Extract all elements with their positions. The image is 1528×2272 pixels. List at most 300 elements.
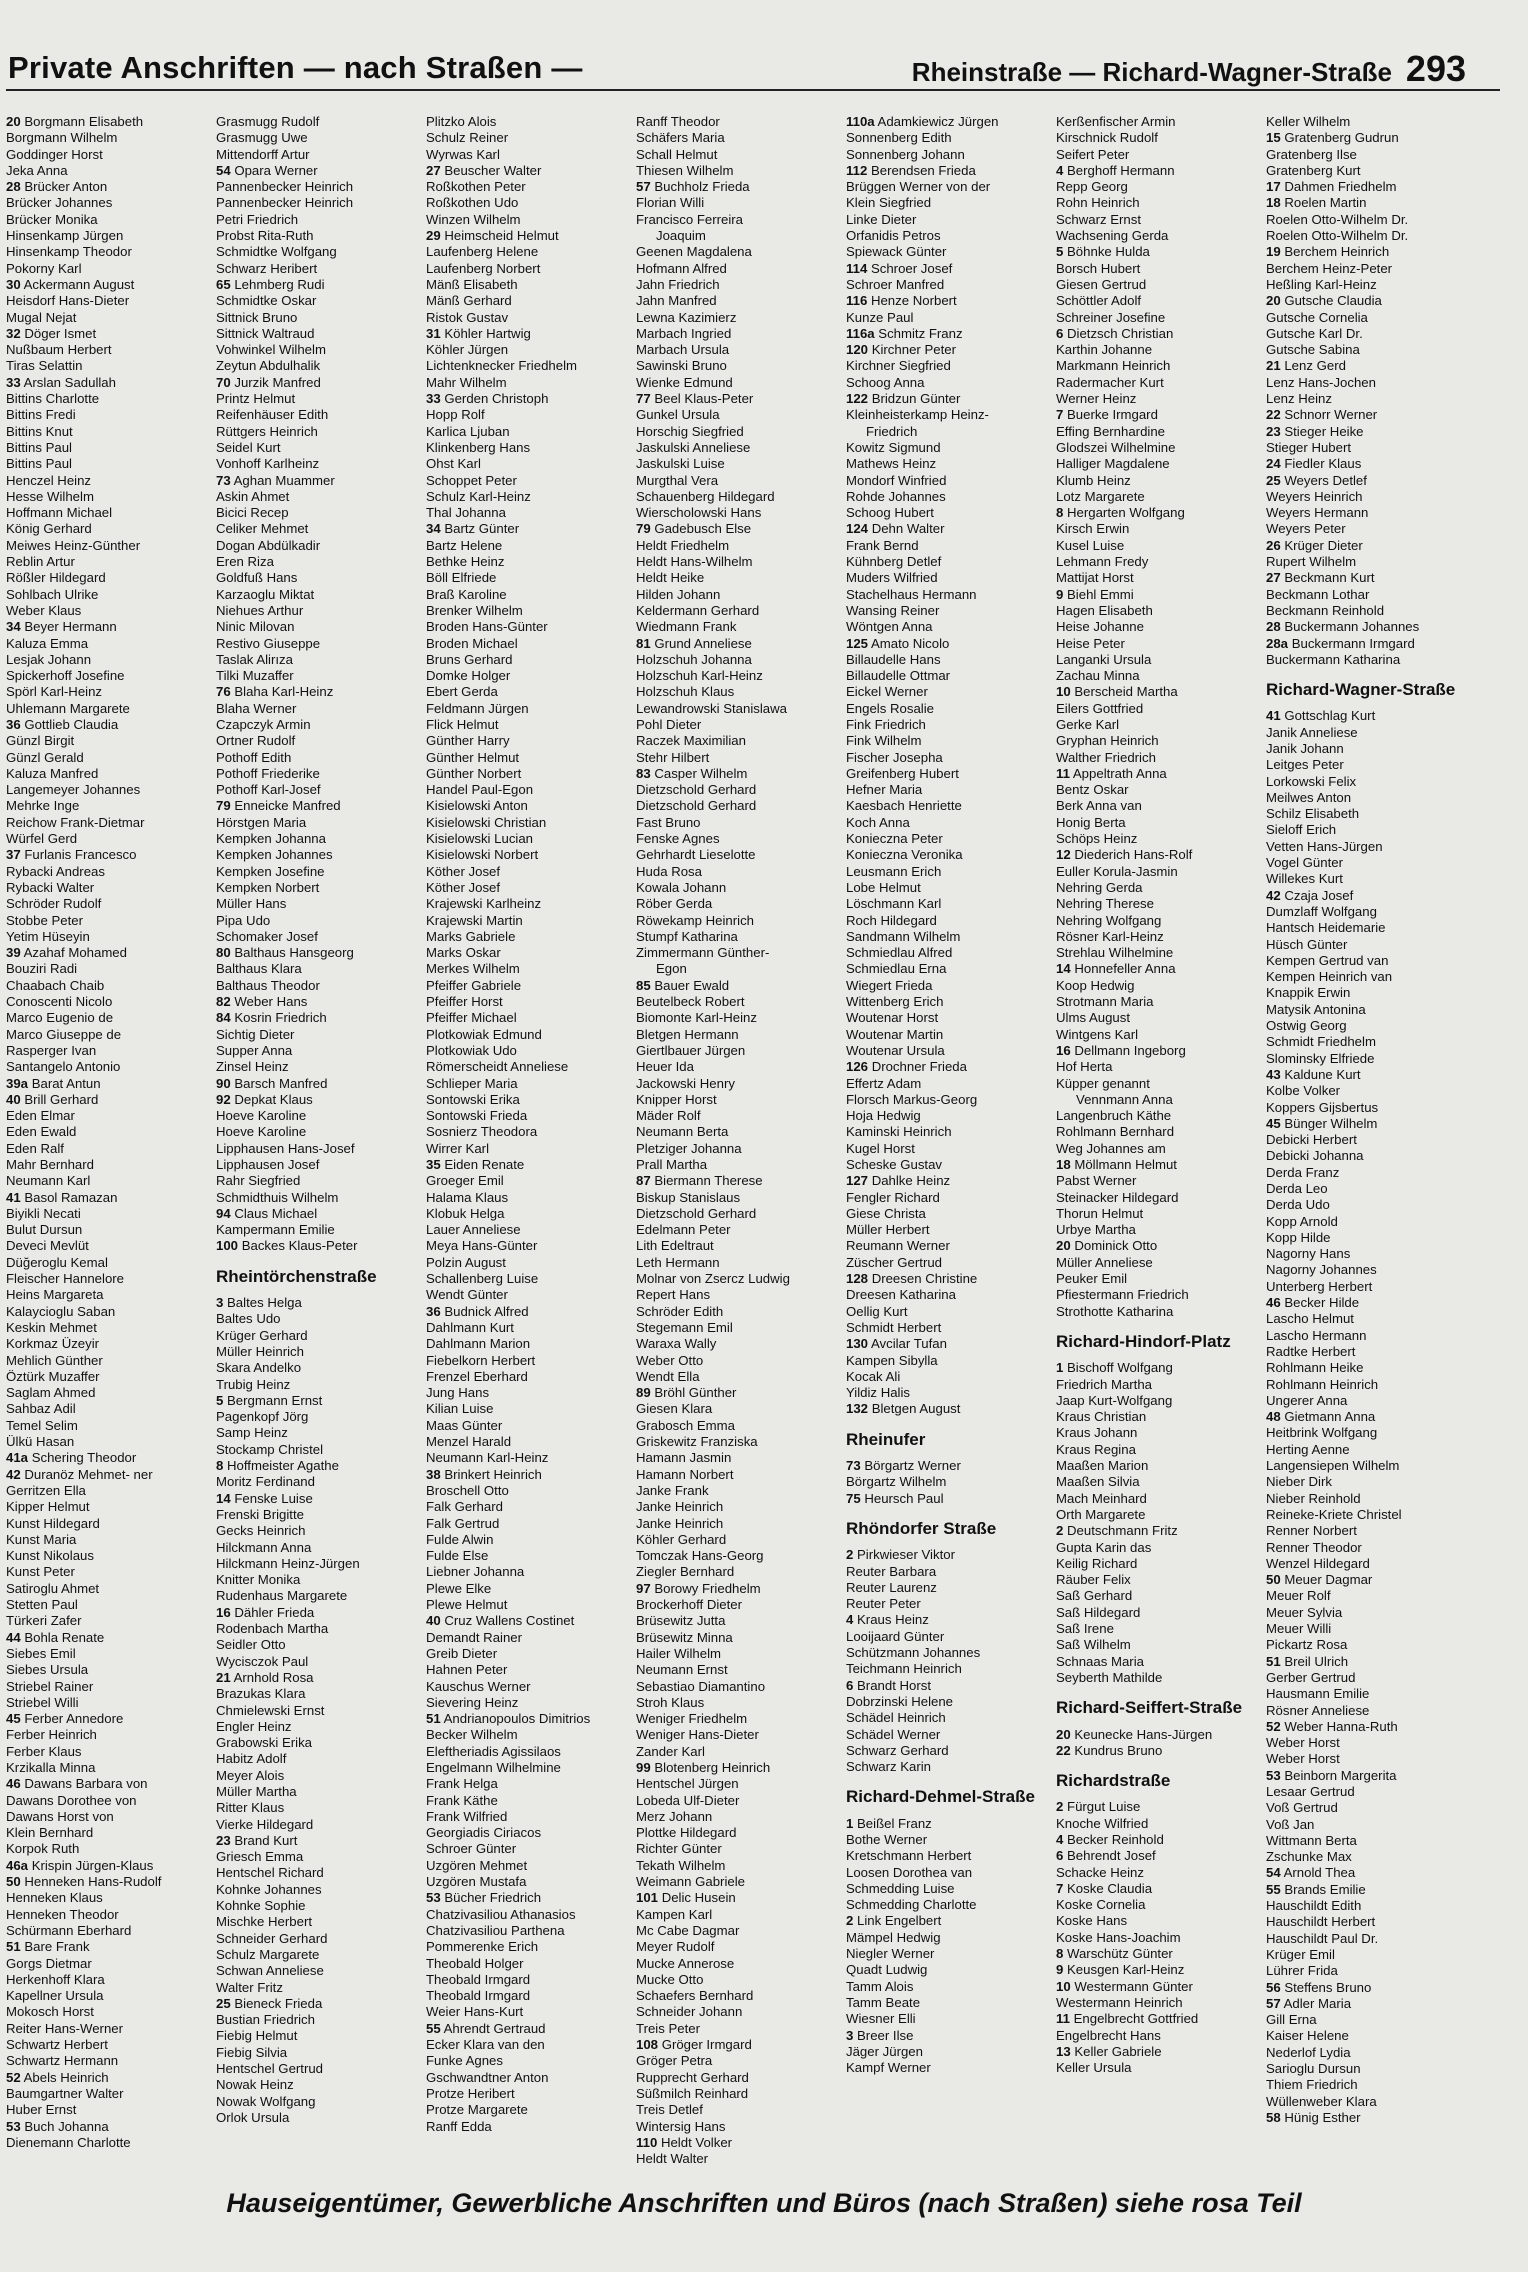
listing-entry xyxy=(636,750,842,766)
listing-entry xyxy=(216,1865,422,1881)
house-number: 52 xyxy=(1266,1718,1281,1734)
listing-entry xyxy=(216,1222,422,1238)
resident-name: Schädel Heinrich xyxy=(846,1710,946,1726)
house-number: 41a xyxy=(6,1450,29,1466)
listing-entry xyxy=(846,1222,1052,1238)
resident-name: Schaefers Bernhard xyxy=(636,1988,754,2004)
listing-entry xyxy=(1266,489,1472,505)
listing-entry xyxy=(6,1858,212,1874)
resident-name: Bröhl Günther xyxy=(654,1385,737,1401)
resident-name: Engelbrecht Hans xyxy=(1056,2027,1161,2043)
house-number: 2 xyxy=(1056,1523,1064,1539)
listing-entry xyxy=(1266,1197,1472,1213)
house-number: 44 xyxy=(6,1629,21,1645)
house-number: 5 xyxy=(1056,244,1064,260)
resident-name: Aghan Muammer xyxy=(233,472,335,488)
listing-entry xyxy=(6,456,212,472)
resident-name: Heuer Ida xyxy=(636,1059,694,1075)
resident-name: Heßling Karl-Heinz xyxy=(1266,276,1377,292)
listing-entry xyxy=(1056,212,1262,228)
house-number: 57 xyxy=(636,179,651,195)
resident-name: Joaquim xyxy=(656,228,706,244)
resident-name: Skara Andelko xyxy=(216,1360,302,1376)
listing-entry xyxy=(846,782,1052,798)
resident-name: Saglam Ahmed xyxy=(6,1385,96,1401)
listing-entry xyxy=(216,1817,422,1833)
listing-entry xyxy=(426,2037,632,2053)
house-number: 73 xyxy=(846,1458,861,1474)
resident-name: Heitbrink Wolfgang xyxy=(1266,1425,1378,1441)
listing-entry xyxy=(216,1947,422,1963)
resident-name: Gerritzen Ella xyxy=(6,1482,86,1498)
resident-name: Gecks Heinrich xyxy=(216,1523,306,1539)
resident-name: Berchem Heinz-Peter xyxy=(1266,260,1393,276)
house-number: 89 xyxy=(636,1385,651,1401)
resident-name: Uhlemann Margarete xyxy=(6,700,130,716)
resident-name: Brüggen Werner von der xyxy=(846,179,991,195)
resident-name: Falk Gerhard xyxy=(426,1499,503,1515)
house-number: 25 xyxy=(216,1995,231,2011)
listing-entry xyxy=(846,1141,1052,1157)
listing-entry xyxy=(216,1157,422,1173)
listing-entry xyxy=(216,358,422,374)
resident-name: Klein Bernhard xyxy=(6,1825,94,1841)
listing-entry xyxy=(1266,587,1472,603)
resident-name: Schöps Heinz xyxy=(1056,831,1138,847)
resident-name: Arnold Thea xyxy=(1283,1865,1356,1881)
listing-entry xyxy=(846,880,1052,896)
listing-entry xyxy=(1266,1914,1472,1930)
resident-name: Balthaus Klara xyxy=(216,961,302,977)
listing-entry xyxy=(1056,1442,1262,1458)
resident-name: Schäfers Maria xyxy=(636,130,725,146)
listing-entry xyxy=(216,326,422,342)
resident-name: Hamann Jasmin xyxy=(636,1450,732,1466)
resident-name: Weber Otto xyxy=(636,1352,704,1368)
resident-name: Kisielowski Anton xyxy=(426,798,528,814)
listing-entry xyxy=(636,1141,842,1157)
listing-entry xyxy=(426,1841,632,1857)
listing-entry xyxy=(1056,831,1262,847)
resident-name: Holzschuh Klaus xyxy=(636,684,735,700)
listing-entry xyxy=(846,1848,1052,1864)
resident-name: Karlica Ljuban xyxy=(426,423,510,439)
listing-entry xyxy=(216,913,422,929)
resident-name: Krajewski Karlheinz xyxy=(426,896,542,912)
listing-entry xyxy=(6,570,212,586)
house-number: 22 xyxy=(1266,407,1281,423)
listing-entry xyxy=(426,1890,632,1906)
resident-name: Sonnenberg Johann xyxy=(846,146,965,162)
listing-entry xyxy=(1056,1816,1262,1832)
resident-name: Janke Heinrich xyxy=(636,1499,724,1515)
listing-entry xyxy=(426,212,632,228)
resident-name: Brill Gerhard xyxy=(24,1091,99,1107)
resident-name: Sittnick Bruno xyxy=(216,309,298,325)
resident-name: Rohde Johannes xyxy=(846,488,946,504)
house-number: 45 xyxy=(1266,1115,1281,1131)
resident-name: Theobald Irmgard xyxy=(426,1988,531,2004)
resident-name: Weniger Friedhelm xyxy=(636,1711,748,1727)
listing-entry xyxy=(216,961,422,977)
resident-name: Hausmann Emilie xyxy=(1266,1686,1370,1702)
listing-entry xyxy=(1266,1637,1472,1653)
resident-name: Stieger Hubert xyxy=(1266,439,1352,455)
resident-name: Maaßen Marion xyxy=(1056,1458,1149,1474)
resident-name: Basol Ramazan xyxy=(24,1189,118,1205)
listing-entry xyxy=(1056,913,1262,929)
resident-name: Frank Helga xyxy=(426,1776,498,1792)
listing-entry xyxy=(426,782,632,798)
resident-name: Murgthal Vera xyxy=(636,472,719,488)
listing-entry xyxy=(6,896,212,912)
resident-name: Lührer Frida xyxy=(1266,1963,1338,1979)
listing-entry xyxy=(1266,391,1472,407)
resident-name: Berghoff Hermann xyxy=(1067,162,1175,178)
resident-name: Greifenberg Hubert xyxy=(846,765,959,781)
listing-entry xyxy=(6,864,212,880)
listing-entry xyxy=(1266,1735,1472,1751)
listing-entry xyxy=(6,538,212,554)
listing-entry xyxy=(1266,1051,1472,1067)
listing-entry xyxy=(6,1369,212,1385)
house-number: 92 xyxy=(216,1091,231,1107)
listing-entry xyxy=(1266,293,1472,309)
resident-name: Wintgens Karl xyxy=(1056,1026,1139,1042)
listing-entry xyxy=(1266,985,1472,1001)
listing-entry xyxy=(1056,554,1262,570)
listing-entry xyxy=(1056,424,1262,440)
listing-entry xyxy=(636,1450,842,1466)
resident-name: Sievering Heinz xyxy=(426,1694,519,1710)
listing-entry xyxy=(636,1108,842,1124)
resident-name: Heise Peter xyxy=(1056,635,1125,651)
listing-entry xyxy=(1266,1214,1472,1230)
house-number: 79 xyxy=(216,798,231,814)
listing-entry xyxy=(426,701,632,717)
resident-name: Berendsen Frieda xyxy=(870,162,976,178)
resident-name: Zeytun Abdulhalik xyxy=(216,358,321,374)
resident-name: Spörl Karl-Heinz xyxy=(6,684,103,700)
resident-name: Pirkwieser Viktor xyxy=(857,1547,955,1563)
listing-entry xyxy=(846,847,1052,863)
resident-name: Eden Elmar xyxy=(6,1108,75,1124)
resident-name: Frenski Brigitte xyxy=(216,1506,304,1522)
listing-entry xyxy=(1266,1230,1472,1246)
resident-name: Stetten Paul xyxy=(6,1597,78,1613)
listing-entry xyxy=(6,261,212,277)
resident-name: Dreesen Christine xyxy=(871,1271,978,1287)
resident-name: Kaesbach Henriette xyxy=(846,798,962,814)
page-title: Private Anschriften — nach Straßen — xyxy=(8,50,583,85)
house-number: 15 xyxy=(1266,130,1281,146)
listing-entry xyxy=(216,587,422,603)
resident-name: Eren Riza xyxy=(216,554,274,570)
house-number: 128 xyxy=(846,1271,869,1287)
house-number: 26 xyxy=(1266,537,1281,553)
listing-entry xyxy=(1266,1425,1472,1441)
listing-entry xyxy=(216,1849,422,1865)
resident-name: Lascho Hermann xyxy=(1266,1327,1367,1343)
listing-entry xyxy=(216,1010,422,1026)
resident-name: Brücker Johannes xyxy=(6,195,113,211)
resident-name: Meuer Dagmar xyxy=(1284,1572,1373,1588)
resident-name: Brands Emilie xyxy=(1284,1881,1366,1897)
resident-name: Müller Heinrich xyxy=(216,1343,304,1359)
resident-name: Kempen Gertrud van xyxy=(1266,952,1389,968)
resident-name: Kisielowski Lucian xyxy=(426,831,534,847)
resident-name: Mucke Otto xyxy=(636,1971,704,1987)
listing-entry xyxy=(1266,261,1472,277)
resident-name: Hefner Maria xyxy=(846,782,923,798)
resident-name: Plewe Helmut xyxy=(426,1597,508,1613)
listing-entry xyxy=(1266,1181,1472,1197)
listing-entry xyxy=(6,994,212,1010)
resident-name: Kunst Hildegard xyxy=(6,1515,100,1531)
listing-entry xyxy=(6,2102,212,2118)
listing-entry xyxy=(846,456,1052,472)
resident-name: Heldt Friedhelm xyxy=(636,537,730,553)
resident-name: Bergmann Ernst xyxy=(227,1392,323,1408)
resident-name: Horschig Siegfried xyxy=(636,423,744,439)
listing-entry xyxy=(426,2021,632,2037)
resident-name: Bulut Dursun xyxy=(6,1222,83,1238)
resident-name: Bridzun Günter xyxy=(871,391,961,407)
listing-entry xyxy=(846,945,1052,961)
listing-entry xyxy=(1266,822,1472,838)
listing-entry xyxy=(216,1621,422,1637)
listing-columns xyxy=(6,114,1498,2167)
resident-name: Weier Hans-Kurt xyxy=(426,2004,524,2020)
listing-entry xyxy=(846,815,1052,831)
listing-entry xyxy=(846,1206,1052,1222)
resident-name: Woutenar Ursula xyxy=(846,1042,945,1058)
listing-entry xyxy=(636,1434,842,1450)
resident-name: Fleischer Hannelore xyxy=(6,1271,125,1287)
listing-entry xyxy=(1056,1865,1262,1881)
listing-entry xyxy=(426,945,632,961)
resident-name: Saß Hildegard xyxy=(1056,1604,1141,1620)
listing-entry xyxy=(426,1662,632,1678)
resident-name: Bittins Knut xyxy=(6,423,73,439)
listing-entry xyxy=(426,391,632,407)
resident-name: Deveci Mevlüt xyxy=(6,1238,89,1254)
listing-entry xyxy=(426,880,632,896)
listing-entry xyxy=(6,1695,212,1711)
listing-entry xyxy=(216,1931,422,1947)
listing-entry xyxy=(426,147,632,163)
resident-name: Bustian Friedrich xyxy=(216,2012,315,2028)
listing-entry xyxy=(1056,261,1262,277)
listing-entry xyxy=(1266,1409,1472,1425)
resident-name: Dahlmann Marion xyxy=(426,1336,531,1352)
listing-entry xyxy=(216,1206,422,1222)
listing-entry xyxy=(6,1076,212,1092)
resident-name: Konieczna Peter xyxy=(846,831,943,847)
resident-name: Lobeda Ulf-Dieter xyxy=(636,1792,740,1808)
resident-name: Kirchner Peter xyxy=(871,342,956,358)
resident-name: Willekes Kurt xyxy=(1266,871,1343,887)
house-number: 21 xyxy=(216,1669,231,1685)
listing-entry xyxy=(216,603,422,619)
resident-name: Ungerer Anna xyxy=(1266,1392,1348,1408)
house-number: 1 xyxy=(1056,1360,1064,1376)
listing-entry xyxy=(216,1409,422,1425)
resident-name: Fengler Richard xyxy=(846,1189,940,1205)
listing-entry xyxy=(636,1483,842,1499)
resident-name: Sohlbach Ulrike xyxy=(6,586,99,602)
listing-entry xyxy=(846,636,1052,652)
listing-entry xyxy=(426,179,632,195)
listing-entry xyxy=(846,1661,1052,1677)
listing-entry xyxy=(636,701,842,717)
listing-entry xyxy=(6,440,212,456)
resident-name: Seidel Kurt xyxy=(216,439,281,455)
listing-entry xyxy=(846,684,1052,700)
listing-entry xyxy=(1056,668,1262,684)
listing-entry xyxy=(1266,2045,1472,2061)
resident-name: Kretschmann Herbert xyxy=(846,1848,972,1864)
resident-name: Kunze Paul xyxy=(846,309,914,325)
listing-entry xyxy=(216,1092,422,1108)
resident-name: Steffens Bruno xyxy=(1284,1979,1372,1995)
resident-name: Steinacker Hildegard xyxy=(1056,1189,1179,1205)
listing-entry xyxy=(1056,1059,1262,1075)
listing-entry xyxy=(6,1744,212,1760)
resident-name: Rösner Karl-Heinz xyxy=(1056,928,1164,944)
listing-entry xyxy=(1266,2110,1472,2126)
listing-entry xyxy=(846,1694,1052,1710)
resident-name: Gratenberg Kurt xyxy=(1266,162,1361,178)
resident-name: Laufenberg Helene xyxy=(426,244,539,260)
listing-entry xyxy=(636,1516,842,1532)
resident-name: Köther Josef xyxy=(426,863,501,879)
resident-name: Lewandrowski Stanislawa xyxy=(636,700,787,716)
listing-entry xyxy=(6,521,212,537)
listing-entry xyxy=(1056,228,1262,244)
house-number: 16 xyxy=(216,1604,231,1620)
resident-name: Georgiadis Ciriacos xyxy=(426,1825,542,1841)
resident-name: Kunst Peter xyxy=(6,1564,75,1580)
house-number: 18 xyxy=(1056,1157,1071,1172)
listing-entry xyxy=(1266,212,1472,228)
house-number: 94 xyxy=(216,1205,231,1221)
listing-entry xyxy=(1056,538,1262,554)
listing-entry xyxy=(6,1841,212,1857)
listing-entry xyxy=(216,570,422,586)
listing-entry xyxy=(1266,2077,1472,2093)
resident-name: Meyer Alois xyxy=(216,1767,285,1783)
resident-name: Meiwes Heinz-Günther xyxy=(6,537,141,553)
listing-entry xyxy=(216,815,422,831)
resident-name: Bittins Charlotte xyxy=(6,391,100,407)
resident-name: Mehrke Inge xyxy=(6,798,80,814)
house-number: 17 xyxy=(1266,179,1281,195)
listing-entry xyxy=(426,1206,632,1222)
listing-entry xyxy=(1266,1442,1472,1458)
listing-entry xyxy=(846,1059,1052,1075)
listing-entry xyxy=(216,2028,422,2044)
listing-entry xyxy=(216,798,422,814)
resident-name: Koske Hans-Joachim xyxy=(1056,1929,1181,1945)
listing-entry xyxy=(636,1825,842,1841)
listing-entry xyxy=(6,2037,212,2053)
resident-name: Richter Günter xyxy=(636,1841,722,1857)
listing-entry xyxy=(6,798,212,814)
listing-entry xyxy=(6,1173,212,1189)
listing-entry xyxy=(636,114,842,130)
resident-name: Schlieper Maria xyxy=(426,1075,518,1091)
house-number: 34 xyxy=(6,619,21,635)
resident-name: Vierke Hildegard xyxy=(216,1816,314,1832)
resident-name: Keilig Richard xyxy=(1056,1555,1138,1571)
resident-name: Biehl Emmi xyxy=(1067,586,1134,602)
resident-name: Leusmann Erich xyxy=(846,863,942,879)
resident-name: Wyrwas Karl xyxy=(426,146,500,162)
listing-entry xyxy=(216,1344,422,1360)
resident-name: Markmann Heinrich xyxy=(1056,358,1171,374)
resident-name: Giesen Gertrud xyxy=(1056,276,1147,292)
listing-entry xyxy=(846,130,1052,146)
resident-name: Schilz Elisabeth xyxy=(1266,806,1360,822)
listing-entry xyxy=(216,1043,422,1059)
resident-name: Beyer Hermann xyxy=(24,619,117,635)
resident-name: Weber Hans xyxy=(234,994,308,1010)
resident-name: Westermann Günter xyxy=(1074,1978,1193,1994)
listing-entry xyxy=(1056,978,1262,994)
listing-entry xyxy=(6,1124,212,1140)
resident-name: Link Engelbert xyxy=(857,1913,942,1929)
resident-name: Schreiner Josefine xyxy=(1056,309,1166,325)
listing-entry xyxy=(1056,684,1262,700)
resident-name: König Gerhard xyxy=(6,521,92,537)
listing-entry xyxy=(1056,310,1262,326)
resident-name: Stieger Heike xyxy=(1284,423,1364,439)
resident-name: Engler Heinz xyxy=(216,1718,292,1734)
resident-name: Walther Friedrich xyxy=(1056,749,1156,765)
listing-entry xyxy=(636,1841,842,1857)
resident-name: Krüger Emil xyxy=(1266,1946,1335,1962)
listing-entry xyxy=(1056,1409,1262,1425)
resident-name: Koske Claudia xyxy=(1067,1880,1153,1896)
listing-entry xyxy=(1056,1238,1262,1254)
resident-name: Krzikalla Minna xyxy=(6,1759,96,1775)
resident-name: Mokosch Horst xyxy=(6,2004,94,2020)
house-number: 112 xyxy=(846,162,868,178)
listing-entry xyxy=(6,163,212,179)
resident-name: Nagorny Johannes xyxy=(1266,1262,1377,1278)
resident-name: Küpper genannt xyxy=(1056,1075,1150,1091)
resident-name: Gill Erna xyxy=(1266,2012,1317,2028)
resident-name: Debicki Johanna xyxy=(1266,1148,1364,1164)
resident-name: Koske Cornelia xyxy=(1056,1897,1146,1913)
house-number: 46 xyxy=(6,1776,21,1792)
house-number: 87 xyxy=(636,1173,651,1189)
listing-entry xyxy=(426,864,632,880)
resident-name: Mäder Rolf xyxy=(636,1108,701,1124)
listing-entry xyxy=(426,1597,632,1613)
house-number: 108 xyxy=(636,2037,659,2053)
resident-name: Ulms August xyxy=(1056,1010,1131,1026)
listing-entry xyxy=(216,1393,422,1409)
resident-name: Hagen Elisabeth xyxy=(1056,602,1153,618)
resident-name: Öztürk Muzaffer xyxy=(6,1368,100,1384)
house-number: 51 xyxy=(426,1711,441,1727)
listing-entry xyxy=(636,1646,842,1662)
listing-entry xyxy=(636,1353,842,1369)
listing-entry xyxy=(636,407,842,423)
listing-entry xyxy=(6,880,212,896)
